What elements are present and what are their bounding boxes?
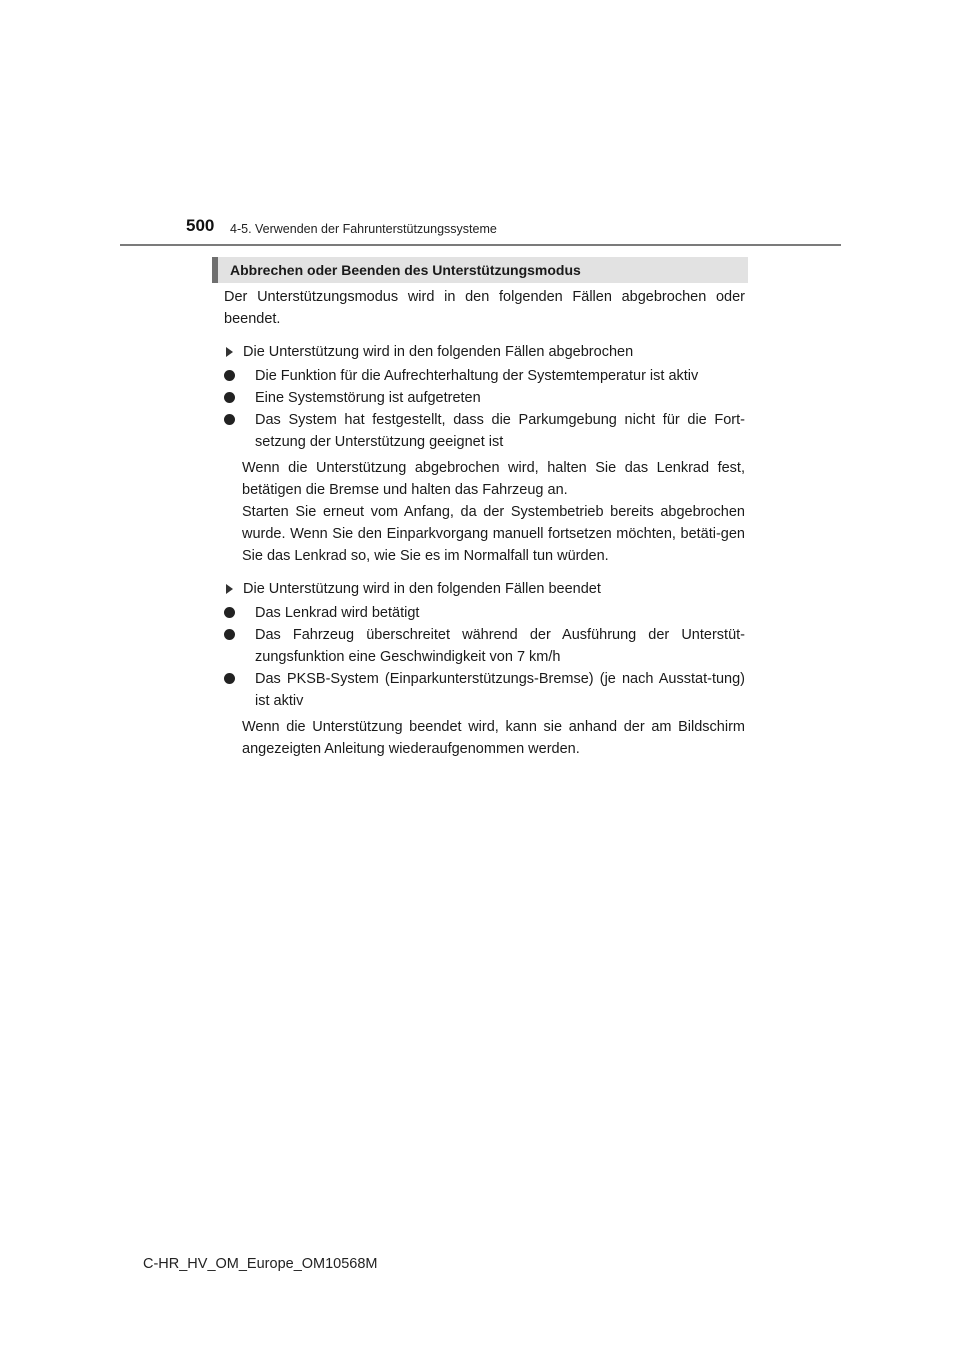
- bullet-dot-icon: [224, 370, 235, 381]
- list-item: Das PKSB-System (Einparkunterstützungs-Bremse) (je nach Ausstat-tung) ist aktiv: [224, 668, 745, 712]
- triangle-bullet-icon: [226, 584, 233, 594]
- end-case-heading: [224, 578, 745, 600]
- cancel-note-line-2: Starten Sie erneut vom Anfang, da der Systembetrieb bereits abgebrochen wurde. Wenn Sie den Einparkvorgang manuell fortsetzen möchten, betäti-gen Sie das Lenkrad so, wie Sie es im Normalfall tun würden.: [242, 504, 745, 564]
- bullet-dot-icon: [224, 673, 235, 684]
- bullet-dot-icon: [224, 629, 235, 640]
- bullet-dot-icon: [224, 414, 235, 425]
- end-case-heading-text: Die Unterstützung wird in den folgenden Fällen beendet: [243, 581, 601, 597]
- section-title: Abbrechen oder Beenden des Unterstützungsmodus: [230, 262, 581, 278]
- list-item: Eine Systemstörung ist aufgetreten: [224, 387, 745, 409]
- intro-paragraph: Der Unterstützungsmodus wird in den folgenden Fällen abgebrochen oder beendet.: [224, 289, 745, 327]
- header-rule: [120, 244, 841, 246]
- bullet-dot-icon: [224, 607, 235, 618]
- triangle-bullet-icon: [226, 347, 233, 357]
- list-item: Das System hat festgestellt, dass die Parkumgebung nicht für die Fort-setzung der Unterstützung geeignet ist: [224, 409, 745, 453]
- page-number: 500: [186, 216, 215, 235]
- footer-doc-code: C-HR_HV_OM_Europe_OM10568M: [143, 1256, 378, 1272]
- list-item: Das Lenkrad wird betätigt: [224, 602, 745, 624]
- end-note: Wenn die Unterstützung beendet wird, kann sie anhand der am Bildschirm angezeigten Anleitung wiederaufgenommen werden.: [242, 719, 745, 757]
- cancel-case-heading: [224, 341, 745, 363]
- list-item: Das Fahrzeug überschreitet während der Ausführung der Unterstüt-zungsfunktion eine Geschwindigkeit von 7 km/h: [224, 624, 745, 668]
- chapter-title: 4-5. Verwenden der Fahrunterstützungssysteme: [230, 222, 497, 236]
- bullet-dot-icon: [224, 392, 235, 403]
- page-content: [224, 286, 745, 771]
- cancel-case-heading-text: Die Unterstützung wird in den folgenden Fällen abgebrochen: [243, 344, 634, 360]
- cancel-note-line-1: Wenn die Unterstützung abgebrochen wird, halten Sie das Lenkrad fest, betätigen die Bremse und halten das Fahrzeug an.: [242, 460, 745, 498]
- list-item: Die Funktion für die Aufrechterhaltung der Systemtemperatur ist aktiv: [224, 365, 745, 387]
- cancel-note: [224, 457, 745, 567]
- section-heading-bar: [212, 257, 748, 283]
